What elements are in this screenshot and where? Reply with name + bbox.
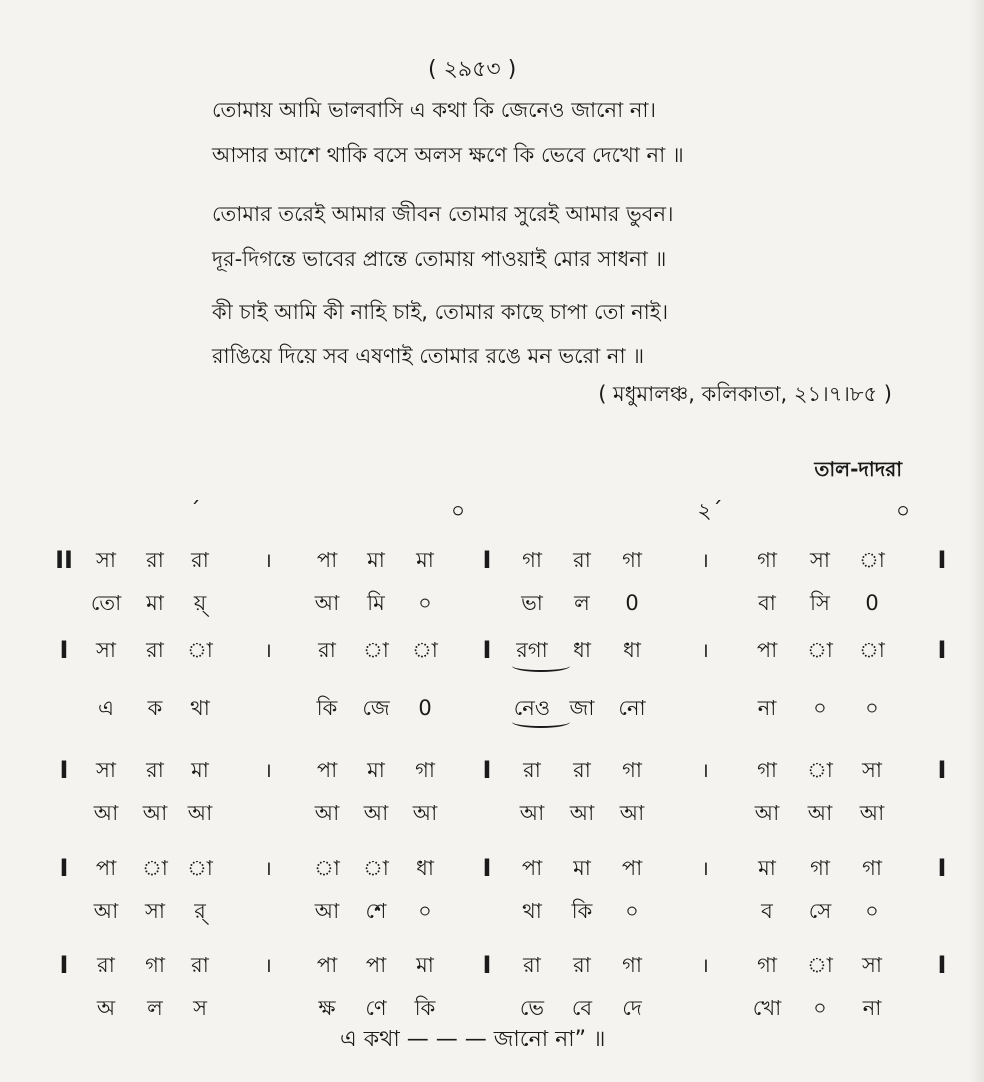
lyric-line-5: কী চাই আমি কী নাহি চাই, তোমার কাছে চাপা তো নাই।	[212, 300, 669, 324]
lyric-syllable: নেও	[513, 696, 551, 720]
lyric-syllable: আ	[314, 899, 340, 923]
swar-note: পা	[621, 856, 643, 880]
lyric-syllable-row	[0, 688, 984, 728]
swar-note: রা	[191, 548, 209, 572]
swar-note: রা	[318, 638, 336, 662]
lyric-syllable: কি	[571, 899, 593, 923]
lyric-syllable: না	[757, 696, 777, 720]
lyric-syllable: ক্ষ	[318, 996, 336, 1020]
lyric-syllable: আ	[754, 801, 780, 825]
bar-line: I	[482, 951, 492, 979]
lyric-syllable: 0	[418, 696, 432, 720]
bar-line: I	[59, 854, 69, 882]
swar-note: গা	[145, 953, 165, 977]
lyric-line-1: তোমায় আমি ভালবাসি এ কথা কি জেনেও জানো না।	[212, 98, 656, 122]
swar-note: া	[187, 638, 213, 662]
lyric-line-6: রাঙিয়ে দিয়ে সব এষণাই তোমার রঙে মন ভরো না ॥	[212, 344, 645, 368]
lyric-syllable: জে	[362, 696, 390, 720]
swar-note: া	[314, 856, 340, 880]
swar-note: ধা	[573, 638, 591, 662]
swar-note: গা	[622, 758, 642, 782]
swar-note: পা	[95, 856, 117, 880]
swar-note: া	[363, 856, 389, 880]
swar-row	[0, 945, 984, 985]
bar-line: I	[937, 546, 947, 574]
bar-line: I	[59, 636, 69, 664]
swar-row	[0, 750, 984, 790]
swar-note: া	[363, 638, 389, 662]
beat-marker: ´	[189, 499, 201, 524]
swar-note: গা	[757, 548, 777, 572]
swar-note: সা	[96, 758, 116, 782]
bar-line: ।	[701, 953, 709, 977]
swar-note: পা	[365, 953, 387, 977]
swar-note: া	[142, 856, 168, 880]
lyric-syllable: মা	[146, 591, 164, 615]
swar-row	[0, 848, 984, 888]
swar-note: া	[859, 638, 885, 662]
lyric-syllable: বে	[571, 996, 593, 1020]
swar-note: া	[807, 758, 833, 782]
lyric-syllable: ভা	[521, 591, 543, 615]
lyric-syllable: ০	[418, 591, 432, 615]
closing-line: এ কথা — — — জানো না” ॥	[340, 1027, 606, 1052]
page-edge	[970, 0, 984, 1082]
lyric-syllable: ব	[761, 899, 773, 923]
swar-note: সা	[862, 758, 882, 782]
swar-note: সা	[96, 548, 116, 572]
lyric-syllable: নো	[618, 696, 646, 720]
lyric-syllable: ক	[147, 696, 163, 720]
lyric-syllable: আ	[412, 801, 438, 825]
bar-line: I	[482, 636, 492, 664]
taal-label: তাল-দাদরা	[814, 457, 902, 481]
bar-line: I	[937, 636, 947, 664]
swar-row	[0, 630, 984, 670]
bar-line: II	[55, 546, 73, 574]
lyric-syllable: অ	[96, 996, 116, 1020]
lyric-syllable: থা	[522, 899, 542, 923]
swar-note: গা	[810, 856, 830, 880]
swar-note: সা	[810, 548, 830, 572]
bar-line: I	[482, 854, 492, 882]
swar-note: রগা	[516, 638, 548, 662]
lyric-syllable: আ	[93, 899, 119, 923]
lyric-syllable: কি	[316, 696, 338, 720]
lyric-line-3: তোমার তরেই আমার জীবন তোমার সুরেই আমার ভুবন।	[212, 202, 674, 226]
lyric-syllable: ভে	[519, 996, 545, 1020]
swar-note: মা	[573, 856, 591, 880]
lyric-syllable: আ	[807, 801, 833, 825]
swar-note: পা	[316, 953, 338, 977]
bar-line: ।	[264, 638, 272, 662]
bar-line: ।	[264, 758, 272, 782]
swar-note: পা	[316, 548, 338, 572]
lyric-syllable: স	[193, 996, 207, 1020]
swar-note: রা	[573, 953, 591, 977]
swar-note: রা	[146, 638, 164, 662]
beat-marker: ২´	[697, 499, 723, 524]
lyric-syllable: আ	[142, 801, 168, 825]
swar-note: রা	[146, 548, 164, 572]
lyric-syllable: আ	[363, 801, 389, 825]
swar-note: রা	[523, 953, 541, 977]
swar-note: সা	[96, 638, 116, 662]
lyric-syllable: আ	[859, 801, 885, 825]
lyric-syllable: না	[862, 996, 882, 1020]
beat-marker: ০	[895, 499, 911, 524]
swar-note: পা	[756, 638, 778, 662]
lyric-syllable-row	[0, 891, 984, 931]
lyric-syllable: আ	[569, 801, 595, 825]
lyric-syllable: ল	[574, 591, 590, 615]
swar-note: গা	[522, 548, 542, 572]
swar-note: গা	[757, 953, 777, 977]
swar-note: া	[807, 953, 833, 977]
lyric-syllable: আ	[519, 801, 545, 825]
beat-marker-row	[0, 497, 984, 537]
lyric-syllable: জা	[569, 696, 595, 720]
lyric-syllable: র্	[194, 899, 206, 923]
lyric-syllable-row	[0, 793, 984, 833]
lyric-syllable: য়্	[193, 591, 207, 615]
swar-note: রা	[573, 548, 591, 572]
swar-note: মা	[191, 758, 209, 782]
swar-note: সা	[862, 953, 882, 977]
lyric-syllable: ০	[813, 996, 827, 1020]
bar-line: I	[937, 854, 947, 882]
bar-line: I	[59, 756, 69, 784]
lyric-syllable: থা	[190, 696, 210, 720]
lyric-syllable-row	[0, 583, 984, 623]
bar-line: ।	[701, 856, 709, 880]
song-number: ( ২৯৫৩ )	[428, 57, 517, 82]
bar-line: I	[937, 756, 947, 784]
bar-line: ।	[264, 953, 272, 977]
bar-line: ।	[264, 856, 272, 880]
meend-slur	[512, 660, 570, 672]
lyric-syllable: সি	[810, 591, 830, 615]
swar-note: মা	[758, 856, 776, 880]
lyric-syllable: ল	[147, 996, 163, 1020]
swar-note: া	[807, 638, 833, 662]
swar-note: ধা	[416, 856, 434, 880]
swar-note: রা	[97, 953, 115, 977]
lyric-syllable: ০	[813, 696, 827, 720]
lyric-syllable: ০	[865, 899, 879, 923]
swar-note: মা	[416, 953, 434, 977]
swar-note: গা	[862, 856, 882, 880]
lyric-syllable: 0	[865, 591, 879, 615]
bar-line: ।	[701, 758, 709, 782]
swar-note: রা	[573, 758, 591, 782]
swar-note: পা	[316, 758, 338, 782]
swar-note: গা	[757, 758, 777, 782]
lyric-syllable: ণে	[365, 996, 387, 1020]
bar-line: ।	[701, 548, 709, 572]
lyric-syllable: শে	[365, 899, 387, 923]
lyric-syllable: মি	[367, 591, 385, 615]
bar-line: I	[937, 951, 947, 979]
bar-line: I	[482, 546, 492, 574]
lyric-syllable: 0	[625, 591, 639, 615]
lyric-syllable: দে	[622, 996, 642, 1020]
lyric-syllable: তো	[90, 591, 122, 615]
swar-note: া	[187, 856, 213, 880]
composition-credit: ( মধুমালঞ্চ, কলিকাতা, ২১।৭।৮৫ )	[598, 382, 892, 406]
swar-note: া	[859, 548, 885, 572]
swar-note: গা	[415, 758, 435, 782]
lyric-syllable: বা	[758, 591, 776, 615]
lyric-syllable: ০	[865, 696, 879, 720]
lyric-syllable: খো	[752, 996, 782, 1020]
bar-line: ।	[264, 548, 272, 572]
lyric-line-2: আসার আশে থাকি বসে অলস ক্ষণে কি ভেবে দেখো না ॥	[212, 143, 684, 167]
swar-note: মা	[416, 548, 434, 572]
lyric-syllable: আ	[619, 801, 645, 825]
lyric-syllable: আ	[314, 801, 340, 825]
lyric-syllable: আ	[314, 591, 340, 615]
bar-line: I	[59, 951, 69, 979]
swar-note: া	[412, 638, 438, 662]
swar-note: মা	[367, 758, 385, 782]
lyric-syllable: আ	[93, 801, 119, 825]
lyric-syllable: এ	[98, 696, 114, 720]
bar-line: I	[482, 756, 492, 784]
bar-line: ।	[701, 638, 709, 662]
swar-note: ধা	[623, 638, 641, 662]
swar-note: গা	[622, 953, 642, 977]
swar-note: রা	[191, 953, 209, 977]
swar-row	[0, 540, 984, 580]
lyric-syllable: সে	[808, 899, 832, 923]
swar-note: গা	[622, 548, 642, 572]
lyric-syllable: কি	[414, 996, 436, 1020]
lyric-syllable: সা	[145, 899, 165, 923]
meend-slur	[512, 716, 570, 728]
beat-marker: ০	[450, 499, 466, 524]
lyric-syllable: আ	[187, 801, 213, 825]
lyric-syllable: ০	[625, 899, 639, 923]
lyric-line-4: দূর-দিগন্তে ভাবের প্রান্তে তোমায় পাওয়াই মোর সাধনা ॥	[212, 247, 667, 271]
swar-note: পা	[521, 856, 543, 880]
lyric-syllable: ০	[418, 899, 432, 923]
swar-note: মা	[367, 548, 385, 572]
swar-note: রা	[523, 758, 541, 782]
swar-note: রা	[146, 758, 164, 782]
